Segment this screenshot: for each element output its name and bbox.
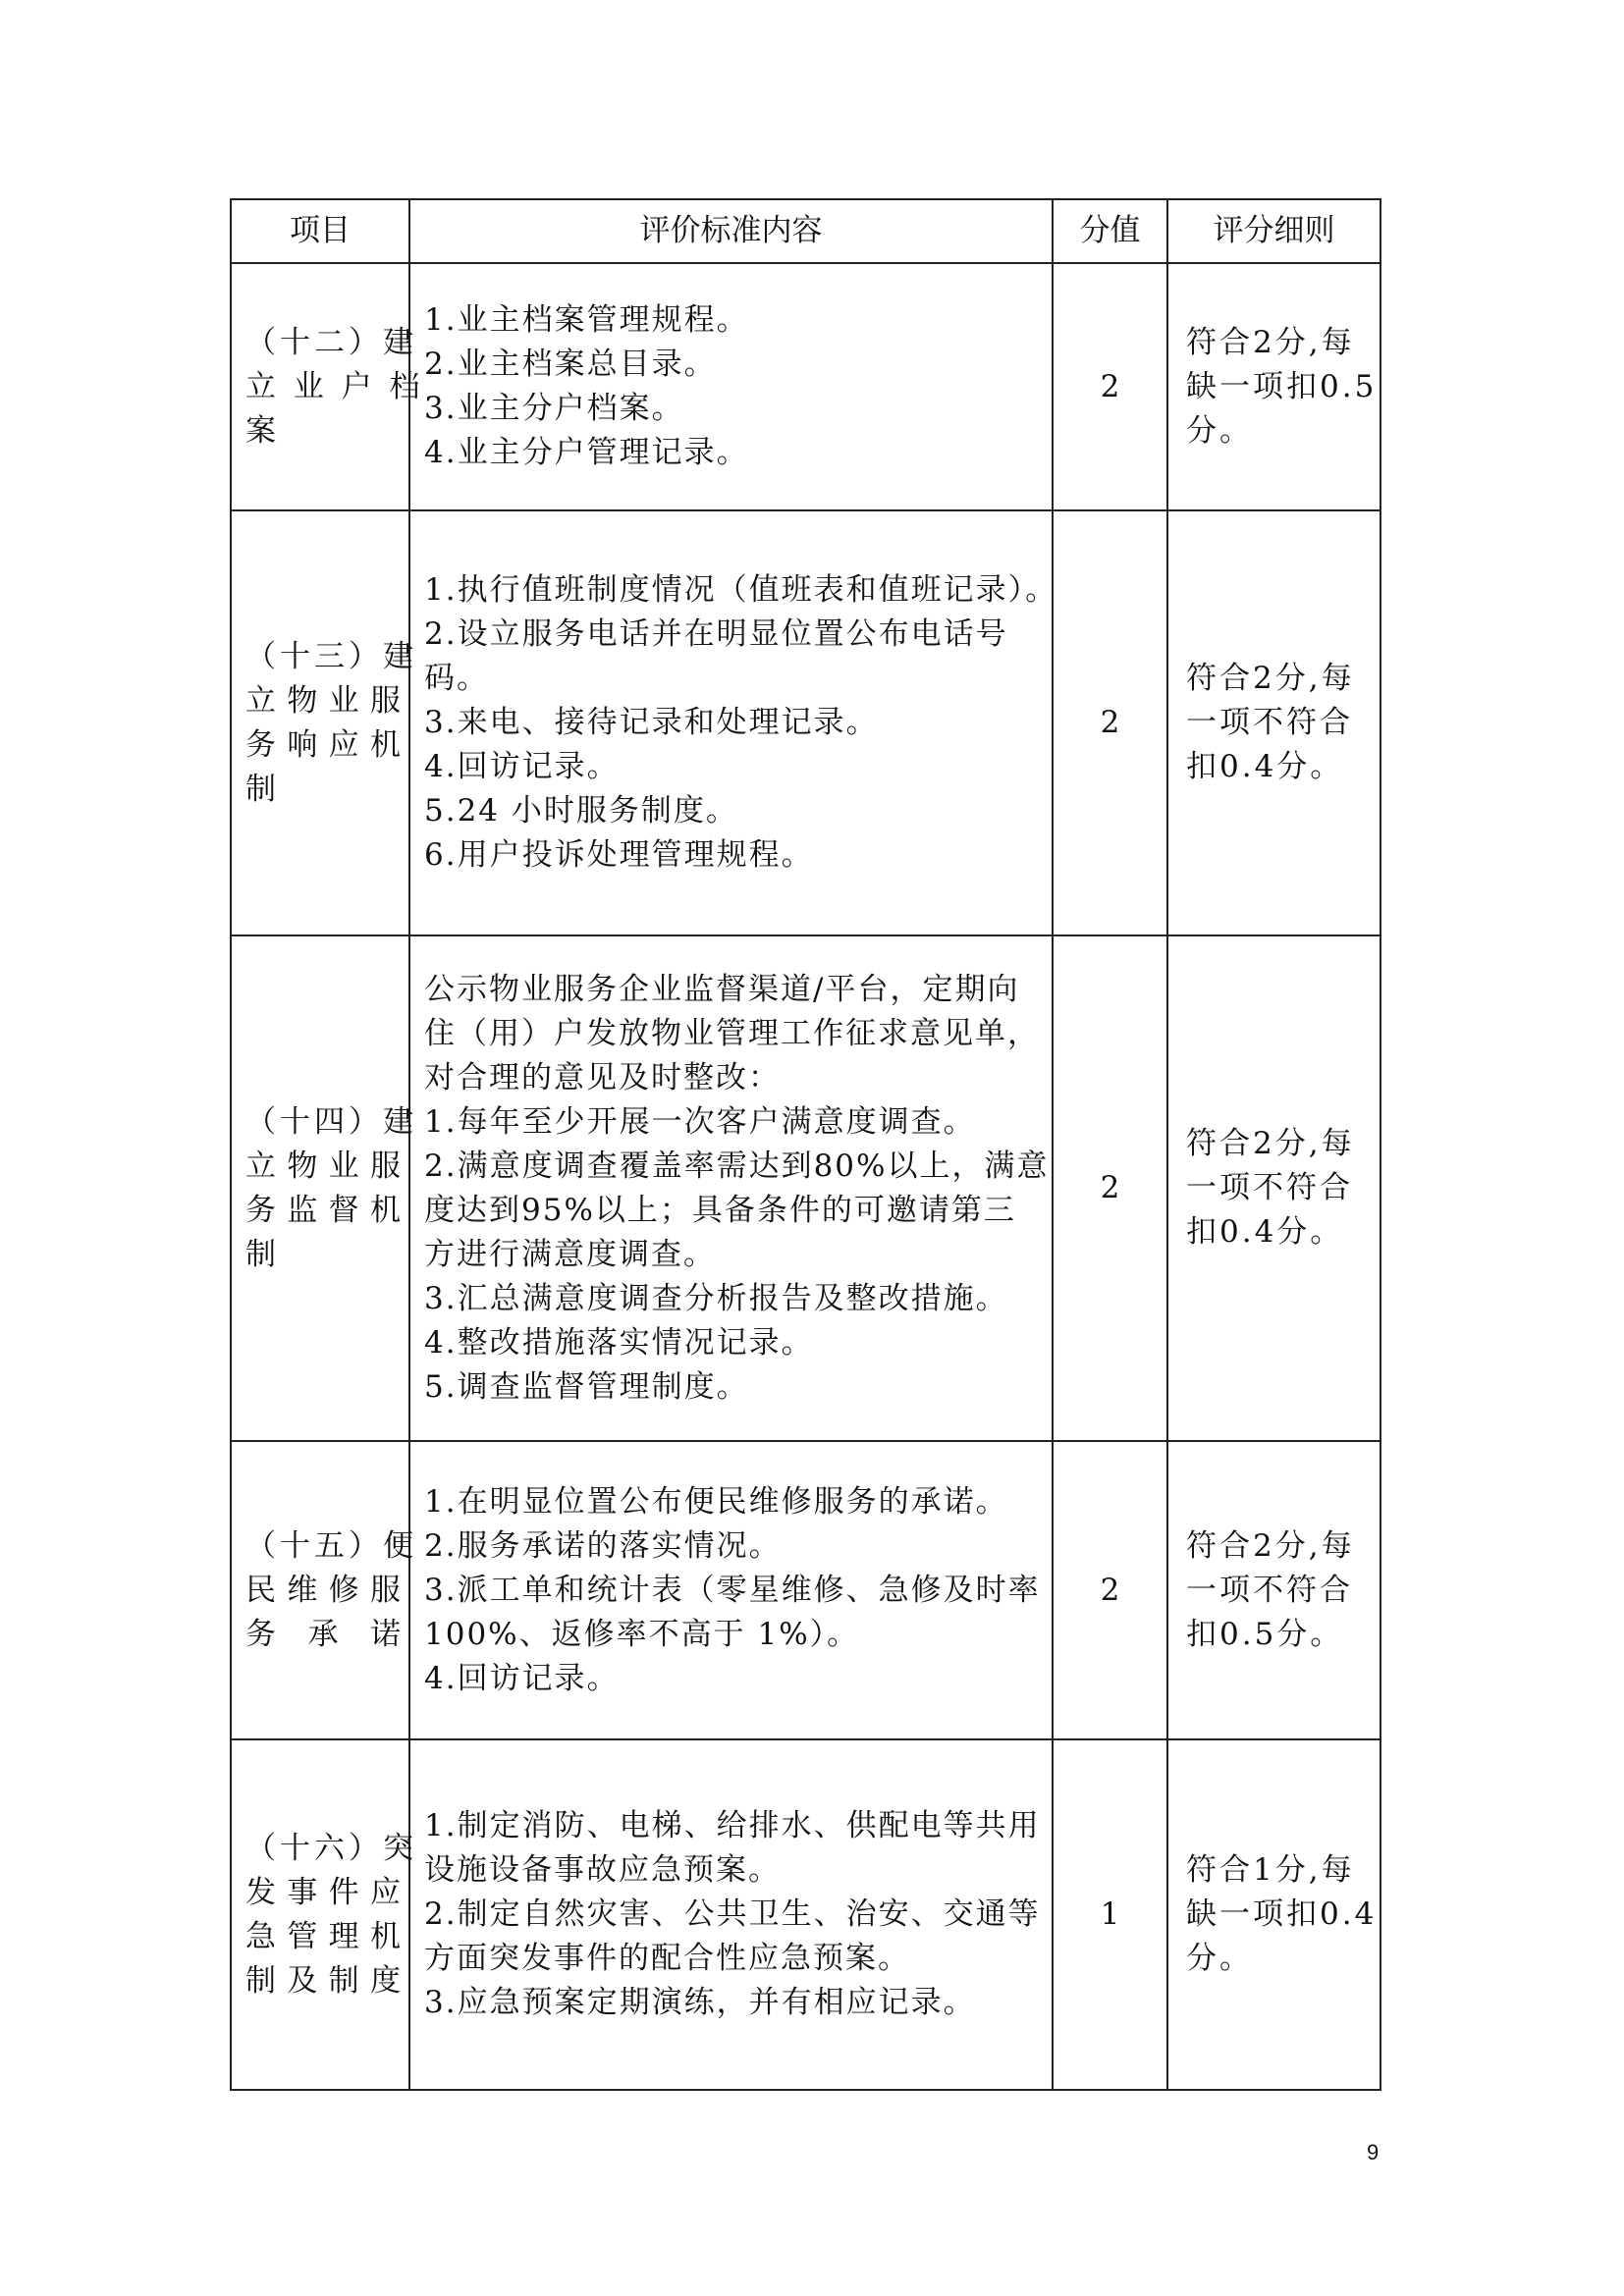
score-cell: 2 — [1053, 1441, 1167, 1739]
item-cell-line: （十二）建 — [245, 324, 417, 360]
content-cell-line: 5.调查监督管理制度。 — [424, 1368, 749, 1405]
content-cell-line: 公示物业服务企业监督渠道/平台，定期向 — [424, 971, 1020, 1007]
table-body — [231, 263, 1380, 2090]
item-cell-line: 立物业服 — [245, 682, 405, 719]
item-cell-line: （十三）建 — [245, 638, 417, 674]
score-cell: 2 — [1053, 510, 1167, 935]
item-cell — [231, 510, 417, 935]
content-cell-line: 对合理的意见及时整改： — [424, 1059, 781, 1095]
content-cell-line: 1.执行值班制度情况（值班表和值班记录）。 — [424, 572, 1058, 608]
content-cell-line: 4.业主分户管理记录。 — [424, 435, 749, 470]
content-cell-line: 方进行满意度调查。 — [424, 1236, 716, 1272]
header-content: 评价标准内容 — [409, 199, 1053, 263]
content-cell — [409, 510, 1058, 935]
rule-cell-line: 扣0.4分。 — [1186, 1214, 1344, 1250]
header-rule: 评分细则 — [1167, 199, 1380, 263]
item-cell-line: （十四）建 — [245, 1103, 417, 1140]
page-number: 9 — [1367, 2140, 1380, 2164]
header-item: 项目 — [231, 199, 409, 263]
content-cell-line: 1.业主档案管理规程。 — [424, 302, 749, 338]
table-row — [231, 935, 1380, 1441]
content-cell — [409, 263, 1053, 510]
item-cell-line: 急管理机 — [245, 1918, 405, 1954]
item-cell-line: 立 业 户 档 — [245, 368, 424, 404]
content-cell-line: 2.制定自然灾害、公共卫生、治安、交通等 — [424, 1896, 1041, 1932]
rule-cell-line: 符合2分,每 — [1186, 324, 1355, 360]
content-cell-line: 方面突发事件的配合性应急预案。 — [424, 1941, 910, 1976]
content-cell-line: 3.来电、接待记录和处理记录。 — [424, 705, 879, 740]
header-score: 分值 — [1053, 199, 1167, 263]
item-cell-line: 制及制度 — [245, 1962, 405, 1999]
item-cell-line: 务承诺 — [245, 1616, 405, 1652]
score-cell: 2 — [1053, 263, 1167, 510]
content-cell-line: 3.派工单和统计表（零星维修、急修及时率 — [424, 1572, 1041, 1608]
rule-cell-line: 符合2分,每 — [1186, 661, 1355, 696]
content-cell-line: 2.设立服务电话并在明显位置公布电话号 — [424, 616, 1008, 652]
item-cell-line: 发事件应 — [245, 1874, 405, 1910]
content-cell-line: 2.服务承诺的落实情况。 — [424, 1527, 782, 1564]
content-cell-line: 2.满意度调查覆盖率需达到80%以上，满意 — [424, 1148, 1050, 1184]
content-cell-line: 1.制定消防、电梯、给排水、供配电等共用 — [424, 1808, 1041, 1843]
item-cell-line: 务监督机 — [245, 1192, 405, 1228]
content-cell-line: 2.业主档案总目录。 — [424, 347, 717, 382]
table-header-row — [231, 199, 1380, 263]
rule-cell-line: 一项不符合 — [1186, 1170, 1353, 1205]
rule-cell — [1167, 1739, 1380, 2090]
evaluation-table — [230, 198, 1381, 2091]
rule-cell — [1167, 510, 1380, 935]
content-cell — [409, 1441, 1053, 1739]
content-cell-line: 码。 — [424, 661, 489, 696]
rule-cell-line: 符合2分,每 — [1186, 1527, 1355, 1564]
table-row — [231, 1441, 1380, 1739]
score-cell: 1 — [1053, 1739, 1167, 2090]
content-cell-line: 5.24 小时服务制度。 — [424, 793, 738, 828]
content-cell-line: 100%、返修率不高于 1%）。 — [424, 1616, 860, 1652]
rule-cell-line: 符合1分,每 — [1186, 1852, 1355, 1888]
table-row — [231, 510, 1380, 935]
item-cell — [231, 935, 417, 1441]
rule-cell-line: 缺一项扣0.4 — [1186, 1896, 1378, 1932]
rule-cell-line: 一项不符合 — [1186, 1572, 1353, 1608]
item-cell-line: （十六）突 — [245, 1830, 417, 1866]
content-cell-line: 住（用）户发放物业管理工作征求意见单， — [424, 1015, 1040, 1051]
item-cell-line: 制 — [245, 771, 280, 807]
content-cell — [409, 1739, 1053, 2090]
table-row — [231, 263, 1380, 510]
score-cell: 2 — [1053, 935, 1167, 1441]
item-cell-line: 民维修服 — [245, 1572, 405, 1608]
content-cell-line: 1.在明显位置公布便民维修服务的承诺。 — [424, 1483, 1008, 1520]
item-cell-line: 立物业服 — [245, 1148, 405, 1184]
rule-cell-line: 扣0.4分。 — [1186, 749, 1344, 784]
item-cell — [231, 1739, 417, 2090]
content-cell — [409, 935, 1053, 1441]
content-cell-line: 3.应急预案定期演练，并有相应记录。 — [424, 1985, 976, 2020]
content-cell-line: 4.整改措施落实情况记录。 — [424, 1324, 814, 1361]
rule-cell-line: 一项不符合 — [1186, 705, 1353, 740]
rule-cell-line: 缺一项扣0.5 — [1186, 368, 1378, 404]
item-cell-line: （十五）便 — [245, 1527, 417, 1564]
rule-cell-line: 符合2分,每 — [1186, 1126, 1355, 1161]
item-cell-line: 案 — [245, 412, 280, 449]
item-cell-line: 制 — [245, 1236, 280, 1272]
content-cell-line: 度达到95%以上；具备条件的可邀请第三 — [424, 1192, 1016, 1228]
content-cell-line: 1.每年至少开展一次客户满意度调查。 — [424, 1103, 976, 1140]
item-cell — [231, 263, 424, 510]
content-cell-line: 设施设备事故应急预案。 — [424, 1852, 781, 1888]
content-cell-line: 4.回访记录。 — [424, 1660, 620, 1696]
content-cell-line: 3.汇总满意度调查分析报告及整改措施。 — [424, 1280, 1008, 1316]
rule-cell-line: 分。 — [1186, 412, 1253, 449]
table-row — [231, 1739, 1380, 2090]
content-cell-line: 6.用户投诉处理管理规程。 — [424, 837, 814, 873]
content-cell-line: 3.业主分户档案。 — [424, 391, 684, 426]
item-cell — [231, 1441, 417, 1739]
item-cell-line: 务响应机 — [245, 726, 405, 763]
rule-cell — [1167, 1441, 1380, 1739]
content-cell-line: 4.回访记录。 — [424, 749, 620, 784]
rule-cell-line: 扣0.5分。 — [1186, 1616, 1344, 1652]
rule-cell — [1167, 263, 1380, 510]
rule-cell-line: 分。 — [1186, 1941, 1253, 1976]
rule-cell — [1167, 935, 1380, 1441]
